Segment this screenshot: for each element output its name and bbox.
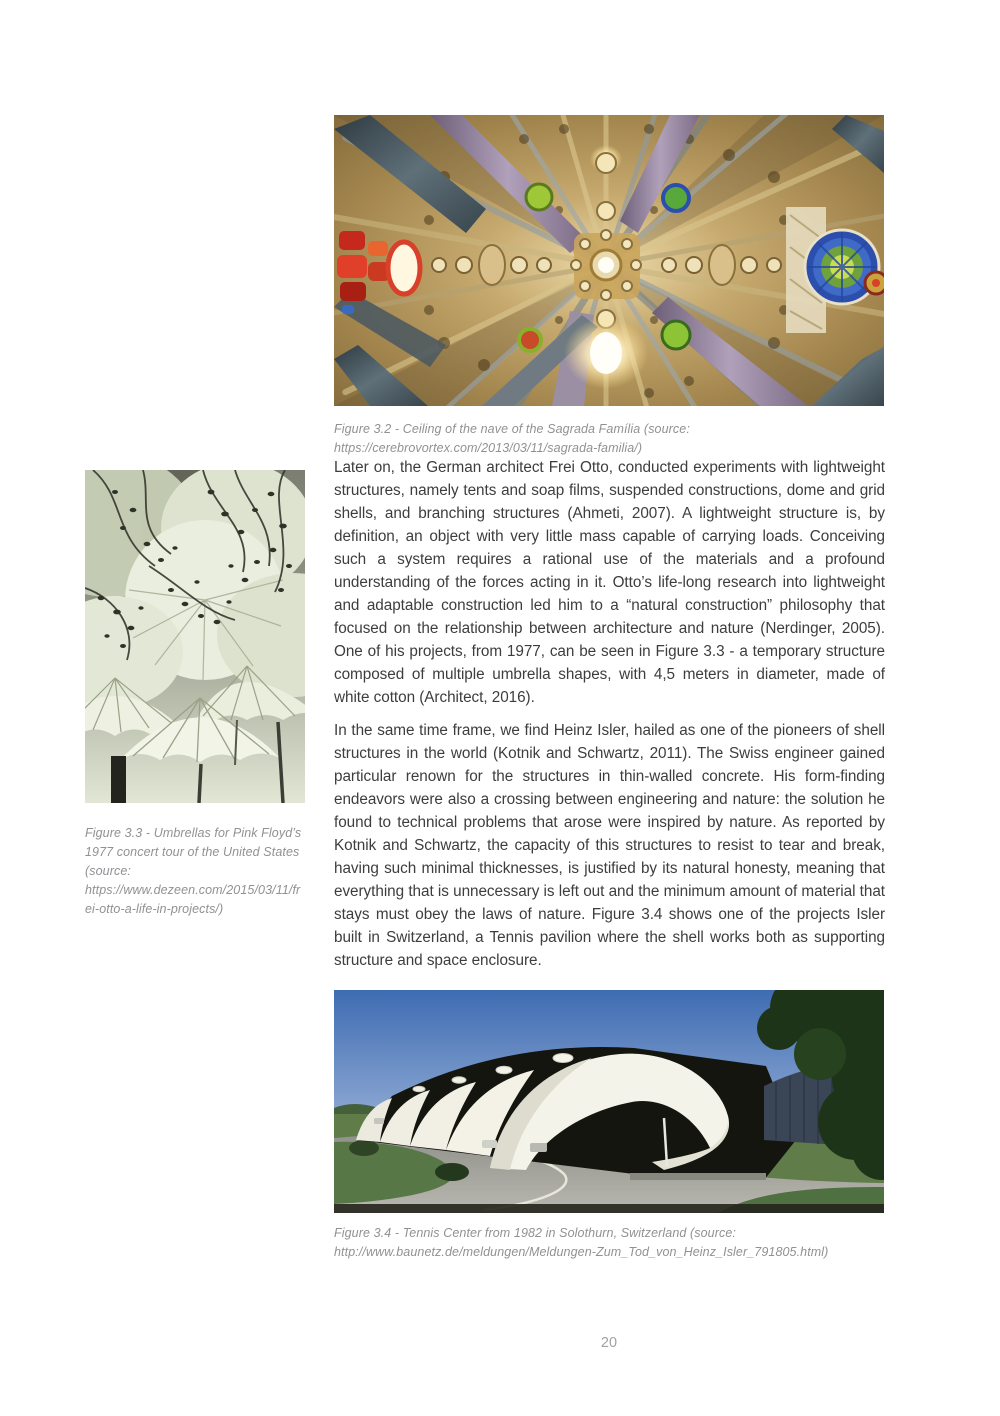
figure-3-3-caption: Figure 3.3 - Umbrellas for Pink Floyd’s 1977 concert tour of the United States (source: https://www.dezeen.com/2015/03/11/frei-otto-a-life-in-projects/) — [85, 826, 302, 916]
figure-3-2-caption: Figure 3.2 - Ceiling of the nave of the Sagrada Família (source: https://cerebrovortex.com/2013/03/11/sagrada-familia/) — [334, 422, 690, 455]
figure-3-4-caption: Figure 3.4 - Tennis Center from 1982 in Solothurn, Switzerland (source: http://www.baunetz.de/meldungen/Meldungen-Zum_Tod_von_Heinz_Isler_791805.html) — [334, 1226, 829, 1259]
tennis-center-photo — [334, 990, 884, 1213]
pink-floyd-umbrellas-photo — [85, 470, 305, 803]
umbrellas-art — [85, 470, 305, 803]
paragraph-frei-otto: Later on, the German architect Frei Otto, conducted experiments with lightweight structures, namely tents and soap films, suspended constructions, dome and grid shells, and branching structures (Ahmeti, 2007). A lightweight structure is, by definition, an object with very little mass capable of carrying loads. Conceiving such a system requires a rational use of the materials and a profound understanding of the forces acting in it. Otto’s life-long research into lightweight and adaptable construction led him to a “natural construction” philosophy that focused on the relationship between architecture and nature (Nerdinger, 2005). One of his projects, from 1977, can be seen in Figure 3.3 - a temporary structure composed of multiple umbrella shapes, with 4,5 meters in diameter, made of white cotton (Architect, 2016). — [334, 459, 885, 706]
sagrada-familia-ceiling-art — [334, 115, 884, 406]
page-number: 20 — [600, 1335, 618, 1351]
tennis-center-art — [334, 990, 884, 1213]
paragraph-heinz-isler: In the same time frame, we find Heinz Isler, hailed as one of the pioneers of shell structures in the world (Kotnik and Schwartz, 2011). The Swiss engineer gained particular renown for the structures in thin-walled concrete. His form-finding endeavors were also a crossing between engineering and nature: the solution he found to technical problems that arose were inspired by nature. As reported by Kotnik and Schwartz, the capacity of this structures to resist to tear and break, having such minimal thicknesses, is justified by its natural honesty, meaning that everything that is unnecessary is left out and the minimum amount of material that stays must obey the laws of nature. Figure 3.4 shows one of the projects Isler built in Switzerland, a Tennis pavilion where the shell works both as supporting structure and space enclosure. — [334, 722, 885, 969]
sagrada-familia-ceiling-photo — [334, 115, 884, 406]
